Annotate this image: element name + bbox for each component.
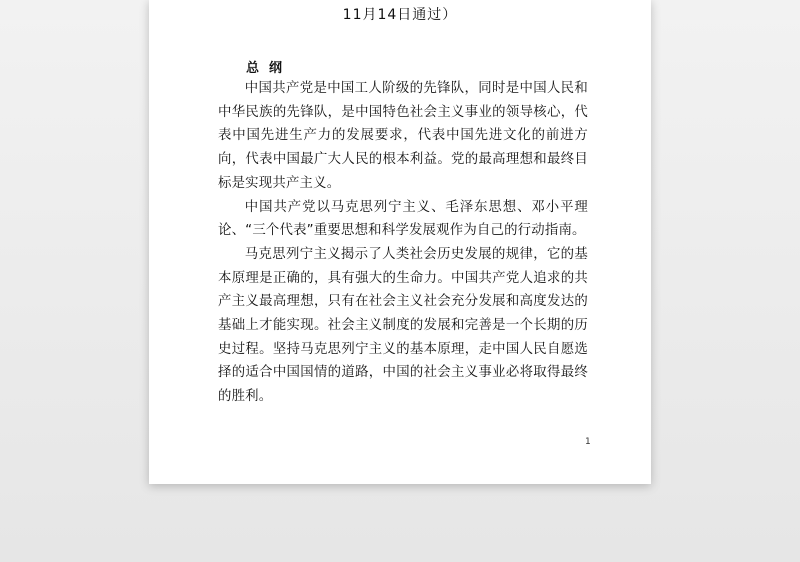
page-number: 1	[585, 437, 591, 447]
section-heading: 总纲	[246, 61, 293, 76]
title-line: 11月14日通过）	[342, 7, 458, 23]
paragraph-3: 马克思列宁主义揭示了人类社会历史发展的规律，它的基本原理是正确的，具有强大的生命力。中国共产党人追求的共产主义最高理想，只有在社会主义社会充分发展和高度发达的基础上才能实现。社会主义制度的发展和完善是一个长期的历史过程。坚持马克思列宁主义的基本原理，走中国人民自愿选择的适合中国国情的道路，中国的社会主义事业必将取得最终的胜利。	[218, 246, 588, 405]
paragraph-2: 中国共产党以马克思列宁主义、毛泽东思想、邓小平理论、“三个代表”重要思想和科学发展观作为自己的行动指南。	[218, 199, 588, 239]
document-page	[149, 0, 651, 484]
body-text	[218, 77, 588, 409]
paragraph-1: 中国共产党是中国工人阶级的先锋队，同时是中国人民和中华民族的先锋队，是中国特色社会主义事业的领导核心，代表中国先进生产力的发展要求，代表中国先进文化的前进方向，代表中国最广大人民的根本利益。党的最高理想和最终目标是实现共产主义。	[218, 81, 588, 191]
